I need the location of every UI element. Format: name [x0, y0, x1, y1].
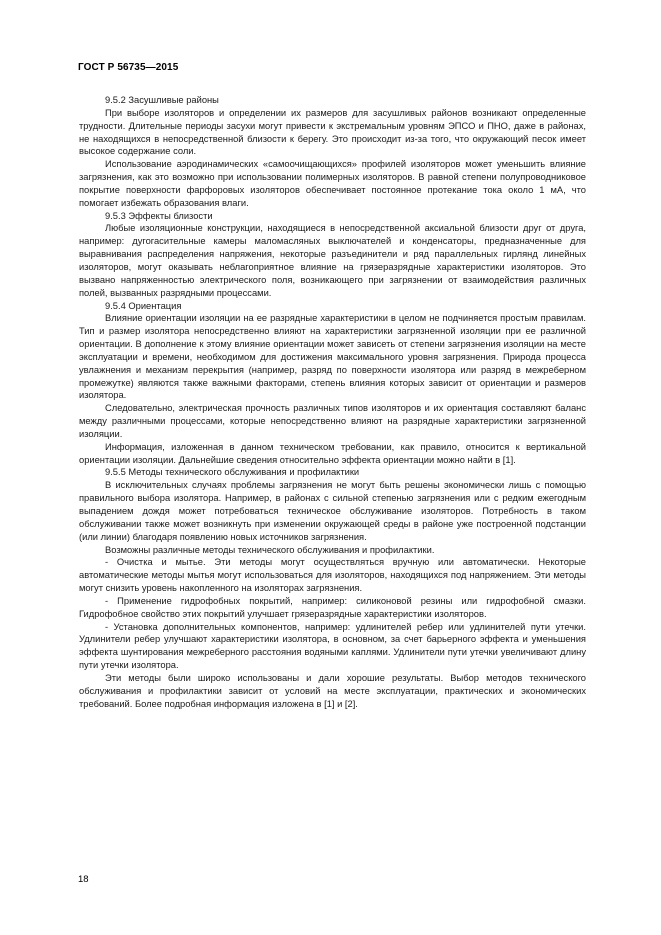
paragraph: Влияние ориентации изоляции на ее разрядные характеристики в целом не подчиняется простым правилам. Тип и размер изолятора непосредственно влияют на характеристики загрязненной изоляции при ее различной ориентации. В дополнение к этому влияние ориентации может зависеть от степени загрязнения изоляции на месте эксплуатации и времени, необходимом для достижения максимального уровня загрязнения. Природа процесса увлажнения и механизм перекрытия (например, разряд по поверхности изолятора или разряд в межреберном промежутке) являются также важными факторами, степень влияния которых зависит от ориентации и размеров изолятора. — [79, 313, 586, 401]
paragraph: В исключительных случаях проблемы загрязнения не могут быть решены экономически лишь с помощью правильного выбора изолятора. Например, в районах с сильной степенью загрязнения или с редким ежегодным выпадением дождя может потребоваться техническое обслуживание изоляторов. Потребность в таком обслуживании также может возникнуть при изменении окружающей среды в районе уже построенной подстанции (или линии) благодаря появлению новых источников загрязнения. — [79, 480, 586, 542]
document-header-standard-id: ГОСТ Р 56735—2015 — [78, 62, 179, 73]
page-number: 18 — [78, 874, 89, 885]
section-heading-9-5-4: 9.5.4 Ориентация — [105, 300, 182, 311]
list-item-paragraph: - Установка дополнительных компонентов, например: удлинителей ребер или удлинителей пути утечки. Удлинители ребер улучшают характеристики изолятора, в основном, за счет барьерного эффекта и уменьшения эффекта шунтирования межреберного расстояния водяными каплями. Удлинители пути утечки увеличивают длину пути утечки изолятора. — [79, 621, 586, 671]
paragraph: Возможны различные методы технического обслуживания и профилактики. — [105, 544, 435, 555]
paragraph: Любые изоляционные конструкции, находящиеся в непосредственной аксиальной близости друг от друга, например: дугогасительные камеры маломасляных выключателей и конденсаторы, предназначенные для выравнивания распределения напряжения, некоторые разъединители и ряд параллельных гирлянд линейных изоляторов, могут оказывать неблагоприятное влияние на грязеразрядные характеристики изоляторов. Это вызвано напряженностью электрического поля, возникающего при загрязнении от взаимодействия различных полей, вызванных разрядными процессами. — [79, 223, 586, 298]
section-heading-9-5-5: 9.5.5 Методы технического обслуживания и профилактики — [105, 467, 360, 478]
section-heading-9-5-3: 9.5.3 Эффекты близости — [105, 210, 213, 221]
paragraph: При выборе изоляторов и определении их размеров для засушливых районов возникают определенные трудности. Длительные периоды засухи могут привести к экстремальным уровням ЭПСО и ПНО, даже в районах, не находящихся в непосредственной близости к берегу. Это происходит из-за того, что окружающий песок имеет высокое содержание соли. — [79, 107, 586, 157]
paragraph: Следовательно, электрическая прочность различных типов изоляторов и их ориентация составляют баланс между различными процессами, которые непосредственно влияют на разрядные характеристики загрязненной изоляции. — [79, 403, 586, 439]
section-heading-9-5-2: 9.5.2 Засушливые районы — [105, 95, 219, 105]
paragraph: Использование аэродинамических «самоочищающихся» профилей изоляторов может уменьшить влияние загрязнения, как это возможно при использовании полимерных изоляторов. В равной степени полупроводниковое покрытие поверхности фарфоровых изоляторов обеспечивает постоянное протекание тока около 1 мА, что помогает избежать образования влаги. — [79, 159, 586, 208]
paragraph: Эти методы были широко использованы и дали хорошие результаты. Выбор методов технического обслуживания и профилактики зависит от условий на месте эксплуатации, практических и экономических требований. Более подробная информация изложена в [1] и [2]. — [79, 672, 586, 709]
paragraph: Информация, изложенная в данном техническом требовании, как правило, относится к вертикальной ориентации изоляции. Дальнейшие сведения относительно эффекта ориентации можно найти в [1]. — [79, 441, 586, 465]
list-item-paragraph: - Применение гидрофобных покрытий, например: силиконовой резины или гидрофобной смазки. Гидрофобное свойство этих покрытий улучшает грязеразрядные характеристики изоляторов. — [79, 595, 586, 619]
list-item-paragraph: - Очистка и мытье. Эти методы могут осуществляться вручную или автоматически. Некоторые автоматические методы мытья могут использоваться для изоляторов, находящихся под напряжением. Эти методы могут снизить уровень накопленного на изоляторах загрязнения. — [79, 557, 586, 594]
document-body — [79, 94, 586, 711]
